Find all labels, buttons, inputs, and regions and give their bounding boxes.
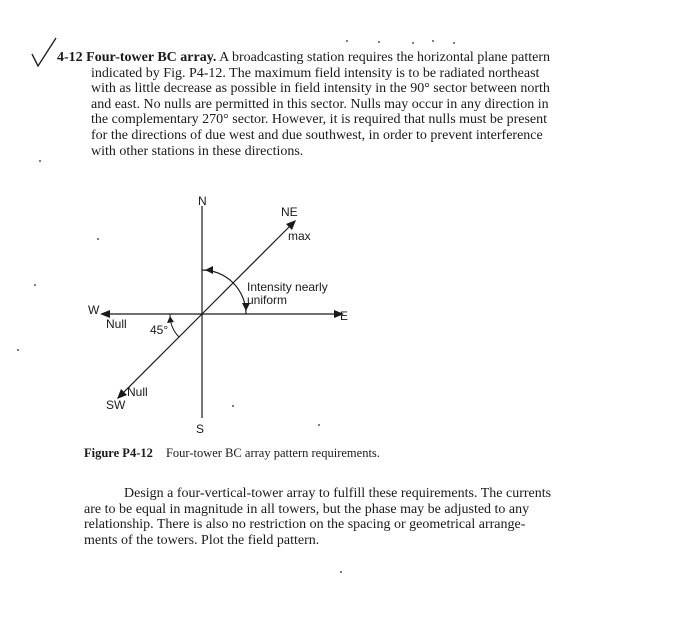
problem-text-line: with as little decrease as possible in field intensity in the 90° sector between north [91, 81, 550, 97]
scan-speck [34, 284, 36, 286]
scan-speck [232, 405, 234, 407]
problem-text-line: A broadcasting station requires the horizontal plane pattern [219, 50, 550, 65]
west-null-label: Null [106, 317, 127, 331]
angle-label: 45° [150, 323, 169, 337]
west-label: W [88, 303, 100, 317]
problem-statement [57, 50, 625, 159]
arc-arrow-head-north [205, 266, 213, 274]
scan-speck [346, 40, 348, 42]
intensity-label-line-2: uniform [247, 293, 288, 307]
problem-title: Four-tower BC array. [86, 50, 217, 65]
north-label: N [198, 194, 207, 208]
problem-number: 4-12 [57, 50, 83, 65]
design-text-line: Design a four-vertical-tower array to fulfill these requirements. The currents [124, 486, 552, 501]
scan-speck [39, 160, 41, 162]
scan-speck [318, 424, 320, 426]
southwest-null-label: Null [127, 385, 148, 399]
south-label: S [196, 422, 205, 436]
design-text-line: are to be equal in magnitude in all towers, but the phase may be adjusted to any [84, 501, 530, 517]
intensity-label-line-1: Intensity nearly [247, 280, 328, 294]
figure-caption-label: Figure P4-12 [84, 446, 153, 460]
scan-speck [412, 42, 414, 44]
problem-text-line: for the directions of due west and due southwest, in order to prevent interference [91, 127, 543, 143]
southwest-label: SW [106, 398, 126, 412]
figure-caption-text: Four-tower BC array pattern requirements. [165, 446, 380, 460]
check-mark-icon [30, 36, 60, 68]
problem-line-1 [57, 50, 625, 66]
east-label: E [340, 309, 349, 323]
angle-arc-45 [170, 314, 179, 337]
scan-speck [17, 349, 19, 351]
angle-arc-arrow-head [167, 316, 174, 323]
northeast-label: NE [281, 205, 298, 219]
problem-text-line: and east. No nulls are permitted in this sector. Nulls may occur in any direction in [91, 96, 549, 112]
figure-caption [84, 446, 380, 461]
problem-text-line: the complementary 270° sector. However, it is required that nulls must be present [91, 112, 548, 128]
scan-speck [453, 42, 455, 44]
max-label: max [288, 229, 311, 243]
design-text-line: relationship. There is also no restriction on the spacing or geometrical arrange- [84, 517, 526, 533]
design-paragraph [84, 486, 618, 548]
design-text-line: ments of the towers. Plot the field pattern. [84, 532, 320, 548]
scan-speck [97, 238, 99, 240]
problem-text-line: with other stations in these directions. [91, 143, 304, 159]
problem-text-line: indicated by Fig. P4-12. The maximum field intensity is to be radiated northeast [91, 65, 540, 81]
scan-speck [432, 40, 434, 42]
scan-speck [378, 41, 380, 43]
scan-speck [340, 571, 342, 573]
